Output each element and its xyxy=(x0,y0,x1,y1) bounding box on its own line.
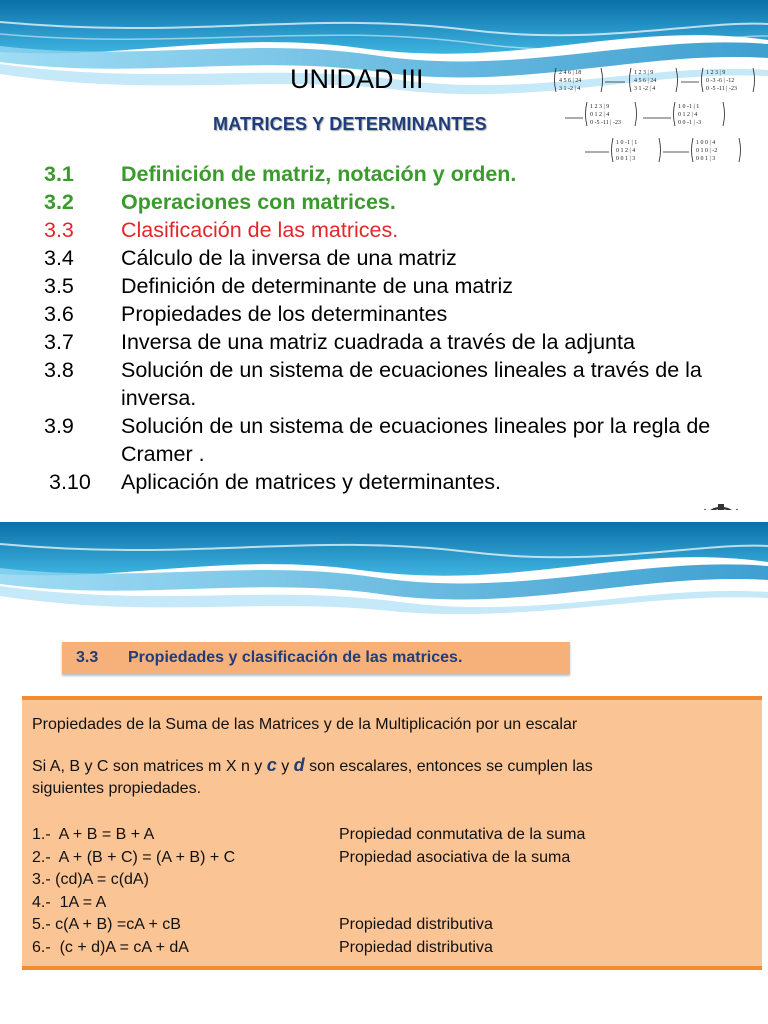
svg-text:2 4 6 | 18: 2 4 6 | 18 xyxy=(559,70,582,76)
toc-item-number: 3.1 xyxy=(44,162,74,186)
toc-item xyxy=(0,412,768,468)
property-name: Propiedad asociativa de la suma xyxy=(339,848,571,866)
svg-text:1 0 0 | 4: 1 0 0 | 4 xyxy=(696,140,716,146)
toc-item-text: Definición de matriz, notación y orden. xyxy=(121,162,517,186)
toc-item-text: Propiedades de los determinantes xyxy=(121,302,448,326)
svg-text:3 1 -2 | 4: 3 1 -2 | 4 xyxy=(559,86,581,92)
svg-text:0 1 0 | -2: 0 1 0 | -2 xyxy=(696,148,718,154)
svg-text:0 -5 -11 | -23: 0 -5 -11 | -23 xyxy=(590,120,621,126)
toc-item-text: Definición de determinante de una matriz xyxy=(121,274,513,298)
scalar-c: c xyxy=(266,755,277,775)
unit-subtitle: MATRICES Y DETERMINANTES xyxy=(213,114,487,134)
property-equation: 5.- c(A + B) =cA + cB xyxy=(32,916,181,933)
slide-propiedades xyxy=(0,512,768,1024)
toc-item xyxy=(0,244,768,272)
svg-text:4 5 6 | 24: 4 5 6 | 24 xyxy=(559,78,582,84)
svg-text:1 2 3 | 9: 1 2 3 | 9 xyxy=(590,104,610,110)
property-equation: 4.- 1A = A xyxy=(32,893,107,911)
svg-text:0 -5 -11 | -23: 0 -5 -11 | -23 xyxy=(706,86,737,92)
svg-text:0 1 2 | 4: 0 1 2 | 4 xyxy=(616,148,636,154)
intro-and: y xyxy=(276,758,294,775)
section-title: Propiedades y clasificación de las matrices. xyxy=(128,649,463,666)
wave-header-decoration xyxy=(0,512,768,622)
property-equation: 3.- (cd)A = c(dA) xyxy=(32,871,149,888)
svg-text:1 0 -1 | 1: 1 0 -1 | 1 xyxy=(616,140,638,146)
property-equation: 2.- A + (B + C) = (A + B) + C xyxy=(32,848,236,866)
toc-item xyxy=(0,300,768,328)
toc-item-text: Aplicación de matrices y determinantes. xyxy=(121,470,502,494)
svg-text:1 2 3 | 9: 1 2 3 | 9 xyxy=(634,70,654,76)
svg-text:1 2 3 | 9: 1 2 3 | 9 xyxy=(706,70,726,76)
property-name: Propiedad conmutativa de la suma xyxy=(339,826,586,843)
intro-line-2: siguientes propiedades. xyxy=(32,780,202,797)
property-equation: 1.- A + B = B + A xyxy=(32,826,155,843)
toc-item-number: 3.9 xyxy=(44,414,74,438)
svg-text:3 1 -2 | 4: 3 1 -2 | 4 xyxy=(634,86,656,92)
toc-item-text: Operaciones con matrices. xyxy=(121,190,396,214)
svg-text:1 0 -1 | 1: 1 0 -1 | 1 xyxy=(678,104,700,110)
toc-item-number: 3.2 xyxy=(44,190,74,214)
toc-item-text: Inversa de una matriz cuadrada a través de la adjunta xyxy=(121,330,635,354)
toc-item-number: 3.8 xyxy=(44,358,74,382)
toc-item-text: Solución de un sistema de ecuaciones lineales a través de la inversa. xyxy=(121,358,702,410)
property-name: Propiedad distributiva xyxy=(339,916,493,933)
intro-text: Si A, B y C son matrices m X n y xyxy=(32,758,267,775)
toc-item xyxy=(0,272,768,300)
svg-text:0 1 2 | 4: 0 1 2 | 4 xyxy=(678,112,698,118)
toc-item-number: 3.4 xyxy=(44,246,74,270)
toc-item-text: Cálculo de la inversa de una matriz xyxy=(121,246,457,270)
property-equation: 6.- (c + d)A = cA + dA xyxy=(32,938,189,956)
svg-text:0 0 1 | 3: 0 0 1 | 3 xyxy=(616,156,636,162)
intro-paragraph xyxy=(32,754,752,778)
toc-item-number: 3.5 xyxy=(44,274,74,298)
properties-box xyxy=(22,696,762,970)
slide-divider xyxy=(0,510,768,514)
toc-item-number: 3.3 xyxy=(44,218,74,242)
section-header-bar xyxy=(62,642,570,674)
table-of-contents xyxy=(0,160,768,496)
toc-item xyxy=(0,468,768,496)
toc-item xyxy=(0,356,768,412)
toc-item xyxy=(0,216,768,244)
box-heading: Propiedades de la Suma de las Matrices y de la Multiplicación por un escalar xyxy=(32,716,578,733)
property-name: Propiedad distributiva xyxy=(339,938,493,956)
unit-title: UNIDAD III xyxy=(290,64,424,94)
toc-item xyxy=(0,328,768,356)
svg-text:0 0 1 | 3: 0 0 1 | 3 xyxy=(696,156,716,162)
toc-item-text: Solución de un sistema de ecuaciones lineales por la regla de Cramer . xyxy=(121,414,711,466)
gauss-jordan-matrix-image xyxy=(553,62,763,174)
toc-item-number: 3.10 xyxy=(49,470,91,494)
toc-item-number: 3.7 xyxy=(44,330,74,354)
intro-text-end: son escalares, entonces se cumplen las xyxy=(304,758,593,775)
scalar-d: d xyxy=(293,755,305,775)
svg-text:0 0 -1 | -3: 0 0 -1 | -3 xyxy=(678,120,702,126)
svg-text:4 5 6 | 24: 4 5 6 | 24 xyxy=(634,78,657,84)
toc-item xyxy=(0,160,768,188)
toc-item-number: 3.6 xyxy=(44,302,74,326)
svg-text:0 1 2 | 4: 0 1 2 | 4 xyxy=(590,112,610,118)
section-number: 3.3 xyxy=(76,649,99,666)
toc-item xyxy=(0,188,768,216)
toc-item-text: Clasificación de las matrices. xyxy=(121,218,399,242)
svg-text:0 -3 -6 | -12: 0 -3 -6 | -12 xyxy=(706,78,735,84)
